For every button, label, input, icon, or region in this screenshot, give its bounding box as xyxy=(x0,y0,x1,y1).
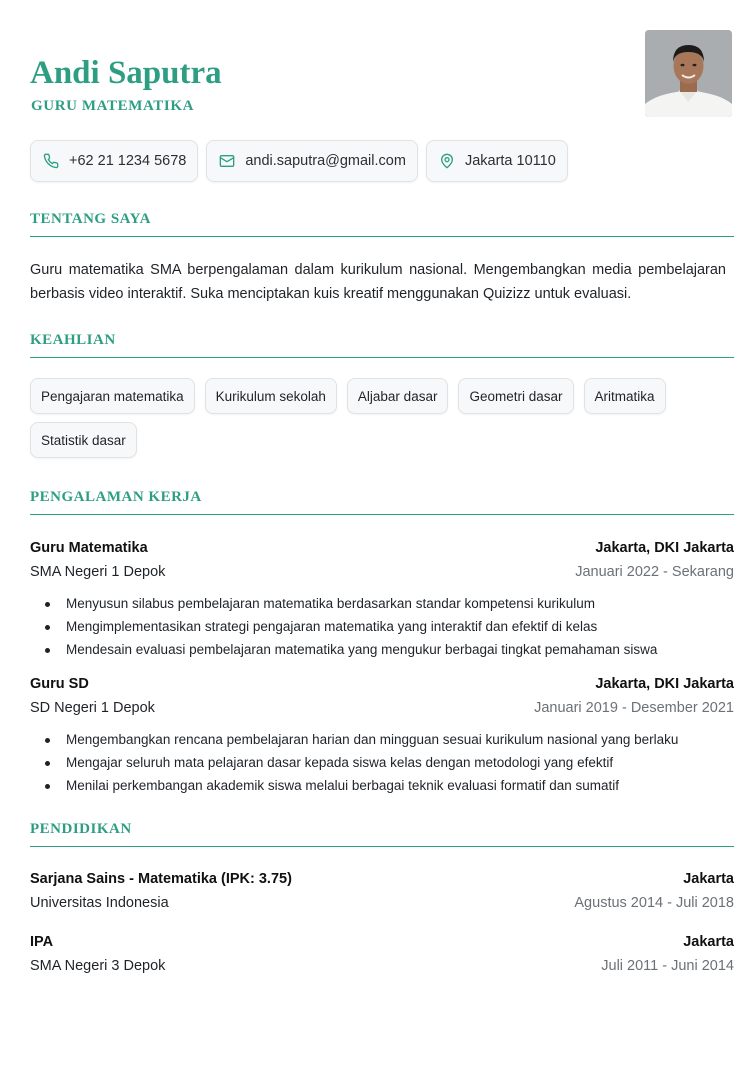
profile-photo xyxy=(645,30,732,117)
contact-location-text: Jakarta 10110 xyxy=(464,153,556,169)
job-bullets xyxy=(30,728,734,797)
job-location: Jakarta, DKI Jakarta xyxy=(595,540,734,556)
job-entry xyxy=(30,672,734,797)
candidate-role: GURU MATEMATIKA xyxy=(31,98,195,114)
education-location: Jakarta xyxy=(683,934,734,950)
education-school: Universitas Indonesia xyxy=(30,895,169,911)
job-bullet: Mengembangkan rencana pembelajaran harian dan mingguan sesuai kurikulum nasional yang berlaku xyxy=(30,728,734,751)
education-degree: Sarjana Sains - Matematika (IPK: 3.75) xyxy=(30,871,292,887)
education-location: Jakarta xyxy=(683,871,734,887)
section-title-experience: PENGALAMAN KERJA xyxy=(30,489,202,505)
skill-tag: Pengajaran matematika xyxy=(30,378,195,414)
section-title-skills: KEAHLIAN xyxy=(30,332,116,348)
education-school: SMA Negeri 3 Depok xyxy=(30,958,166,974)
phone-icon xyxy=(43,153,59,169)
section-title-about: TENTANG SAYA xyxy=(30,211,151,227)
job-title: Guru SD xyxy=(30,676,89,692)
job-bullet: Mendesain evaluasi pembelajaran matematika yang mengukur berbagai tingkat pemahaman siswa xyxy=(30,638,734,661)
education-entry xyxy=(30,867,734,915)
mail-icon xyxy=(219,153,235,169)
contact-email[interactable] xyxy=(206,140,418,182)
job-entry xyxy=(30,536,734,661)
contact-phone-text: +62 21 1234 5678 xyxy=(69,153,187,169)
about-text: Guru matematika SMA berpengalaman dalam kurikulum nasional. Mengembangkan media pembelajaran berbasis video interaktif. Suka menciptakan kuis kreatif menggunakan Quizizz untuk evaluasi. xyxy=(30,262,726,302)
skill-tag: Aljabar dasar xyxy=(347,378,449,414)
skill-tag: Kurikulum sekolah xyxy=(205,378,337,414)
location-pin-icon xyxy=(439,153,455,169)
job-organization: SD Negeri 1 Depok xyxy=(30,700,155,716)
job-bullet: Mengimplementasikan strategi pengajaran matematika yang interaktif dan efektif di kelas xyxy=(30,615,734,638)
section-title-education: PENDIDIKAN xyxy=(30,821,132,837)
skill-tag: Geometri dasar xyxy=(458,378,573,414)
contact-list xyxy=(30,140,568,182)
job-bullet: Menyusun silabus pembelajaran matematika berdasarkan standar kompetensi kurikulum xyxy=(30,592,734,615)
skill-tag: Aritmatika xyxy=(584,378,666,414)
contact-phone[interactable] xyxy=(30,140,198,182)
job-date: Januari 2019 - Desember 2021 xyxy=(534,700,734,716)
person-photo-icon xyxy=(645,30,732,117)
education-date: Agustus 2014 - Juli 2018 xyxy=(574,895,734,911)
candidate-name: Andi Saputra xyxy=(30,55,222,91)
job-title: Guru Matematika xyxy=(30,540,148,556)
job-date: Januari 2022 - Sekarang xyxy=(575,564,734,580)
education-degree: IPA xyxy=(30,934,54,950)
education-entry xyxy=(30,930,734,978)
job-organization: SMA Negeri 1 Depok xyxy=(30,564,166,580)
contact-location[interactable] xyxy=(426,140,568,182)
section-divider xyxy=(30,357,734,358)
job-bullets xyxy=(30,592,734,661)
job-location: Jakarta, DKI Jakarta xyxy=(595,676,734,692)
section-divider xyxy=(30,236,734,237)
skill-tag: Statistik dasar xyxy=(30,422,137,458)
education-date: Juli 2011 - Juni 2014 xyxy=(601,958,734,974)
section-divider xyxy=(30,846,734,847)
job-bullet: Mengajar seluruh mata pelajaran dasar kepada siswa kelas dengan metodologi yang efektif xyxy=(30,751,734,774)
skills-list xyxy=(30,378,734,458)
section-divider xyxy=(30,514,734,515)
job-bullet: Menilai perkembangan akademik siswa melalui berbagai teknik evaluasi formatif dan sumatif xyxy=(30,774,734,797)
contact-email-text: andi.saputra@gmail.com xyxy=(245,153,406,169)
